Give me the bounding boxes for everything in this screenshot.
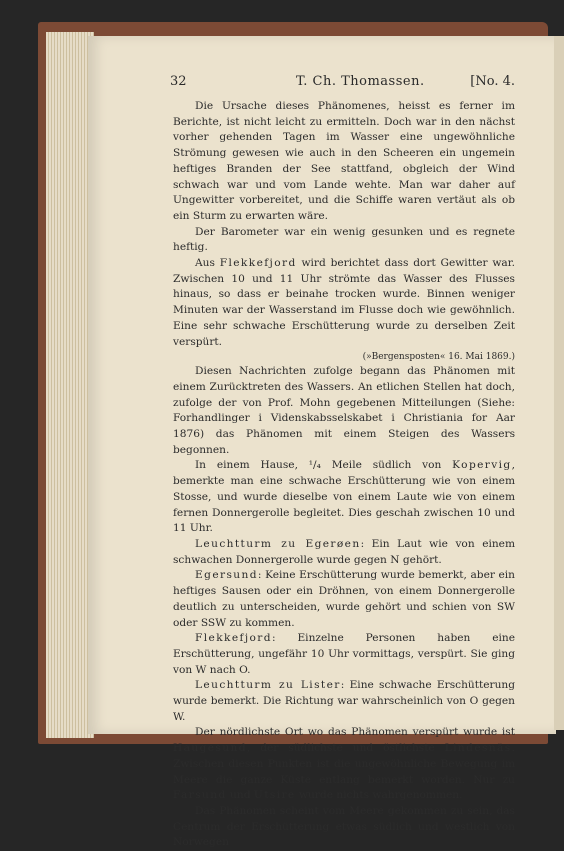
page-edges [46, 32, 94, 738]
place-name: Egersund [195, 569, 258, 582]
place-name: Utsire [253, 789, 296, 802]
paragraph-5: In einem Hause, ¹/₄ Meile südlich von Kopervig, bemerkte man eine schwache Erschütterung wie von einem Stosse, und wurde dieselbe von einem Laute wie von einem fernen Donnergerolle begleitet. Dies geschah zwischen 10 und 11 Uhr. [173, 459, 515, 535]
paragraph-6: Leuchtturm zu Egerøen: Ein Laut wie von einem schwachen Donnergerolle wurde gegen N gehört. [173, 537, 515, 566]
page-number: 32 [170, 74, 187, 89]
paragraph-10: Der nördlichste Ort wo das Phänomen verspürt wurde ist Haugesund, der südlichste und östlichste Lindesnäs. Zwischen diesen Punkten ist die ungewöhnliche Bewegung im Meere die ganze Küste entlang bemerkt worden. Nur zu Farsund und Utsire wurde nichts wahrgenommen. [173, 726, 515, 802]
paragraph-8: Flekkefjord: Einzelne Personen haben eine Erschütterung, ungefähr 10 Uhr vormittags, verspürt. Sie ging von W nach O. [173, 632, 515, 676]
paragraph-2: Der Barometer war ein wenig gesunken und es regnete heftig. [173, 225, 515, 254]
paragraph-1: Die Ursache dieses Phänomenes, heisst es ferner im Berichte, ist nicht leicht zu ermitteln. Doch war in den nächst vorher gehenden Tagen im Wasser eine ungewöhnliche Strömung gewesen wie auch in den Scheeren ein ungemein heftiges Branden der See stattfand, obgleich der Wind schwach war und vom Lande wehte. Man war daher auf Ungewitter vorbereitet, und die Schiffe waren vertäut als ob ein Sturm zu erwarten wäre. [173, 100, 515, 222]
issue-number: [No. 4. [470, 74, 515, 89]
paragraph-9: Leuchtturm zu Lister: Eine schwache Erschütterung wurde bemerkt. Die Richtung war wahrscheinlich von O gegen W. [173, 679, 516, 723]
source-citation: (»Bergensposten« 16. Mai 1869.) [362, 352, 515, 363]
running-title: T. Ch. Thomassen. [296, 74, 425, 89]
place-name: Leuchtturm zu Egerøen [195, 537, 361, 550]
paragraph-11: Das Phänomen scheint vom Meere gekommen zu sein, das Centrum der Erschütterung etwas südlich und westlich von Norwegen [173, 804, 515, 849]
paragraph-4: Diesen Nachrichten zufolge begann das Phänomen mit einem Zurücktreten des Wassers. An etlichen Stellen hat doch, zufolge der von Prof. Mohn gegebenen Mitteilungen (Siehe: Forhandlinger i Videnskabsselskabet i Christiania for Aar 1876) das Phänomen mit einem Steigen des Wassers begonnen. [173, 365, 515, 456]
paragraph-3: Aus Flekkefjord wird berichtet dass dort Gewitter war. Zwischen 10 und 11 Uhr strömte das Wasser des Flusses hinaus, so dass er beinahe trocken wurde. Binnen weniger Minuten war der Wasserstand im Flusse doch wie gewöhnlich. Eine sehr schwache Erschütterung wurde zu derselben Zeit verspürt. [173, 257, 515, 348]
place-name: Farsund [173, 789, 227, 802]
facing-page-edge [554, 36, 564, 730]
place-name: Flekkefjord [195, 632, 272, 645]
paragraph-7: Egersund: Keine Erschütterung wurde bemerkt, aber ein heftiges Sausen oder ein Dröhnen, von einem Donnergerolle deutlich zu unterscheiden, wurde gehört und schien von SW oder SSW zu kommen. [173, 569, 515, 629]
article-body [173, 99, 515, 851]
running-header [170, 74, 515, 92]
place-name: Kopervig [452, 459, 512, 472]
place-name: Haugesund [173, 742, 247, 755]
place-name: Lindesnäs [444, 742, 512, 755]
place-name: Flekkefjord [219, 257, 297, 270]
place-name: Leuchtturm zu Lister [195, 679, 341, 692]
